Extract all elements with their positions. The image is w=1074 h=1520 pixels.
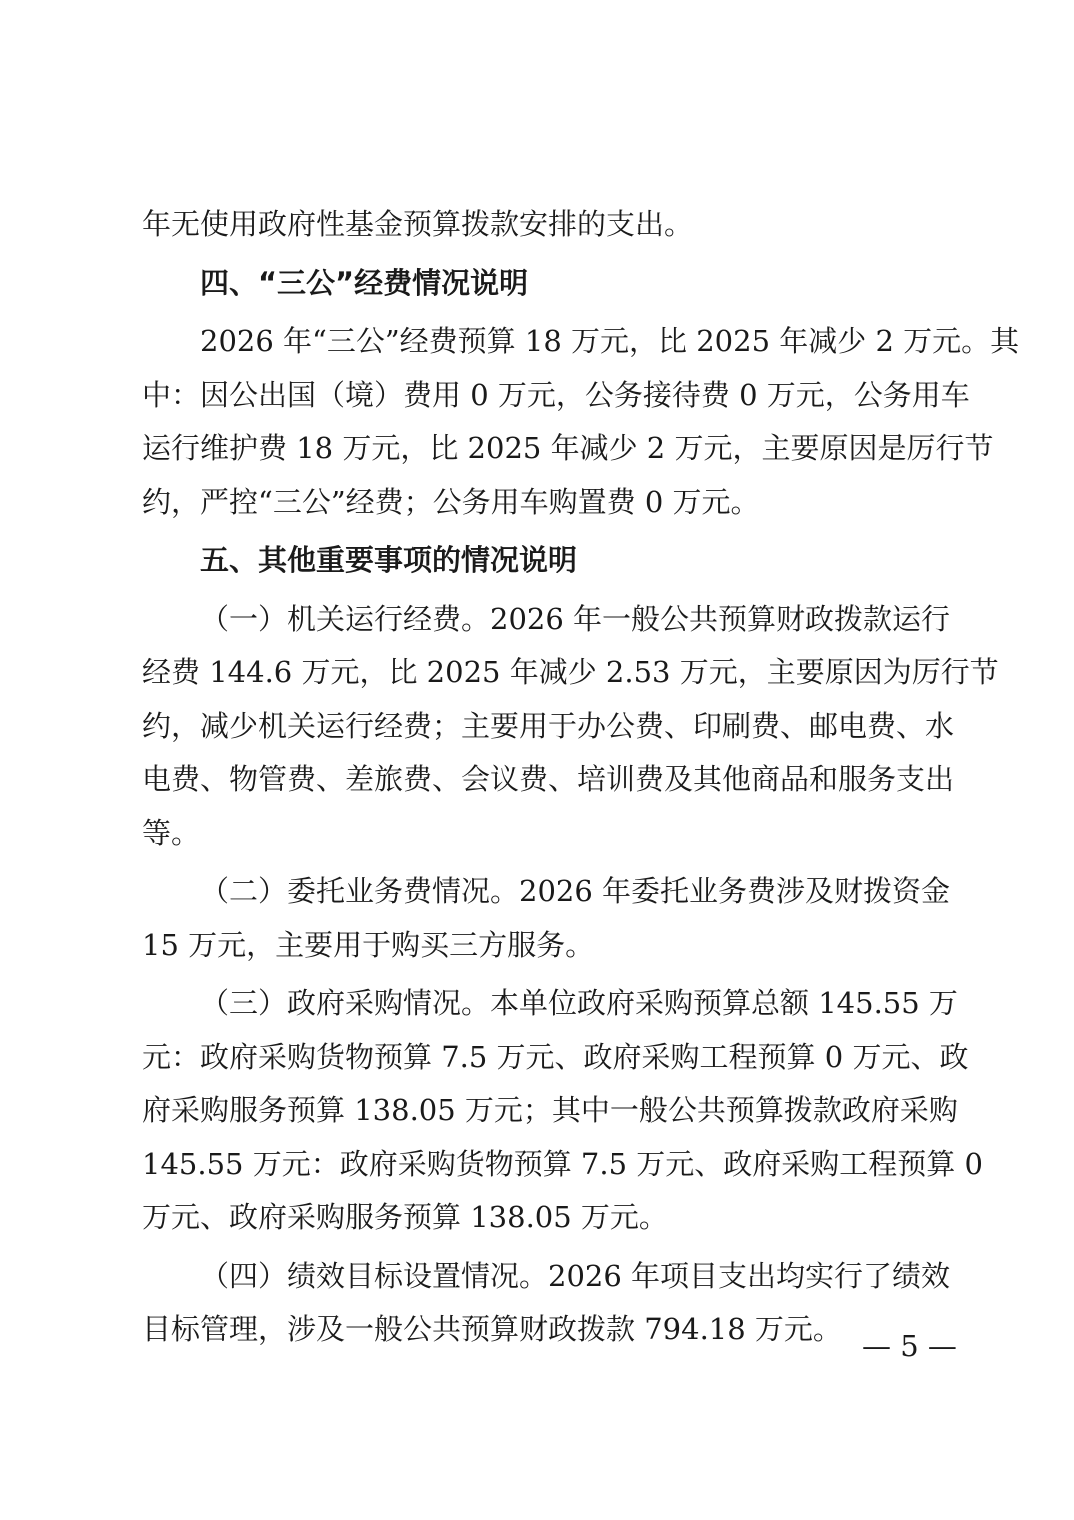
paragraph-line: 元：政府采购货物预算 7.5 万元、政府采购工程预算 0 万元、政 — [142, 1039, 969, 1074]
paragraph-sangong — [142, 315, 1020, 529]
paragraph-line: 2026 年“三公”经费预算 18 万元，比 2025 年减少 2 万元。其 — [200, 324, 1020, 358]
paragraph-line: （二）委托业务费情况。2026 年委托业务费涉及财拨资金 — [200, 874, 951, 908]
paragraph-line: 运行维护费 18 万元，比 2025 年减少 2 万元，主要原因是厉行节 — [142, 431, 994, 465]
section-heading-5: 五、其他重要事项的情况说明 — [200, 543, 578, 577]
paragraph-line: 145.55 万元：政府采购货物预算 7.5 万元、政府采购工程预算 0 — [142, 1146, 983, 1181]
paragraph-operating-expenses — [142, 593, 999, 861]
paragraph-line: 电费、物管费、差旅费、会议费、培训费及其他商品和服务支出 — [142, 762, 955, 796]
paragraph-line: 年无使用政府性基金预算拨款安排的支出。 — [142, 207, 694, 241]
paragraph-entrusted-business — [142, 865, 951, 972]
paragraph-line: 中：因公出国（境）费用 0 万元，公务接待费 0 万元，公务用车 — [142, 377, 970, 412]
paragraph-performance-goals — [142, 1250, 951, 1357]
paragraph-line: 万元、政府采购服务预算 138.05 万元。 — [142, 1200, 668, 1234]
paragraph-line: 约，严控“三公”经费；公务用车购置费 0 万元。 — [142, 484, 760, 519]
paragraph-line: （一）机关运行经费。2026 年一般公共预算财政拨款运行 — [200, 601, 951, 636]
paragraph-line: 15 万元，主要用于购买三方服务。 — [142, 927, 595, 962]
page-number: — 5 — — [862, 1329, 957, 1363]
paragraph-line: 约，减少机关运行经费；主要用于办公费、印刷费、邮电费、水 — [142, 708, 955, 743]
paragraph-procurement — [142, 977, 983, 1245]
paragraph-line: 经费 144.6 万元，比 2025 年减少 2.53 万元，主要原因为厉行节 — [142, 655, 999, 689]
paragraph-line: 目标管理，涉及一般公共预算财政拨款 794.18 万元。 — [142, 1312, 842, 1346]
section-heading-4: 四、“三公”经费情况说明 — [200, 265, 529, 300]
paragraph-line: 等。 — [142, 815, 201, 850]
paragraph-line: （三）政府采购情况。本单位政府采购预算总额 145.55 万 — [200, 986, 958, 1020]
document-page — [142, 198, 1020, 1357]
paragraph-line: 府采购服务预算 138.05 万元；其中一般公共预算拨款政府采购 — [142, 1093, 958, 1127]
paragraph-line: （四）绩效目标设置情况。2026 年项目支出均实行了绩效 — [200, 1258, 951, 1293]
